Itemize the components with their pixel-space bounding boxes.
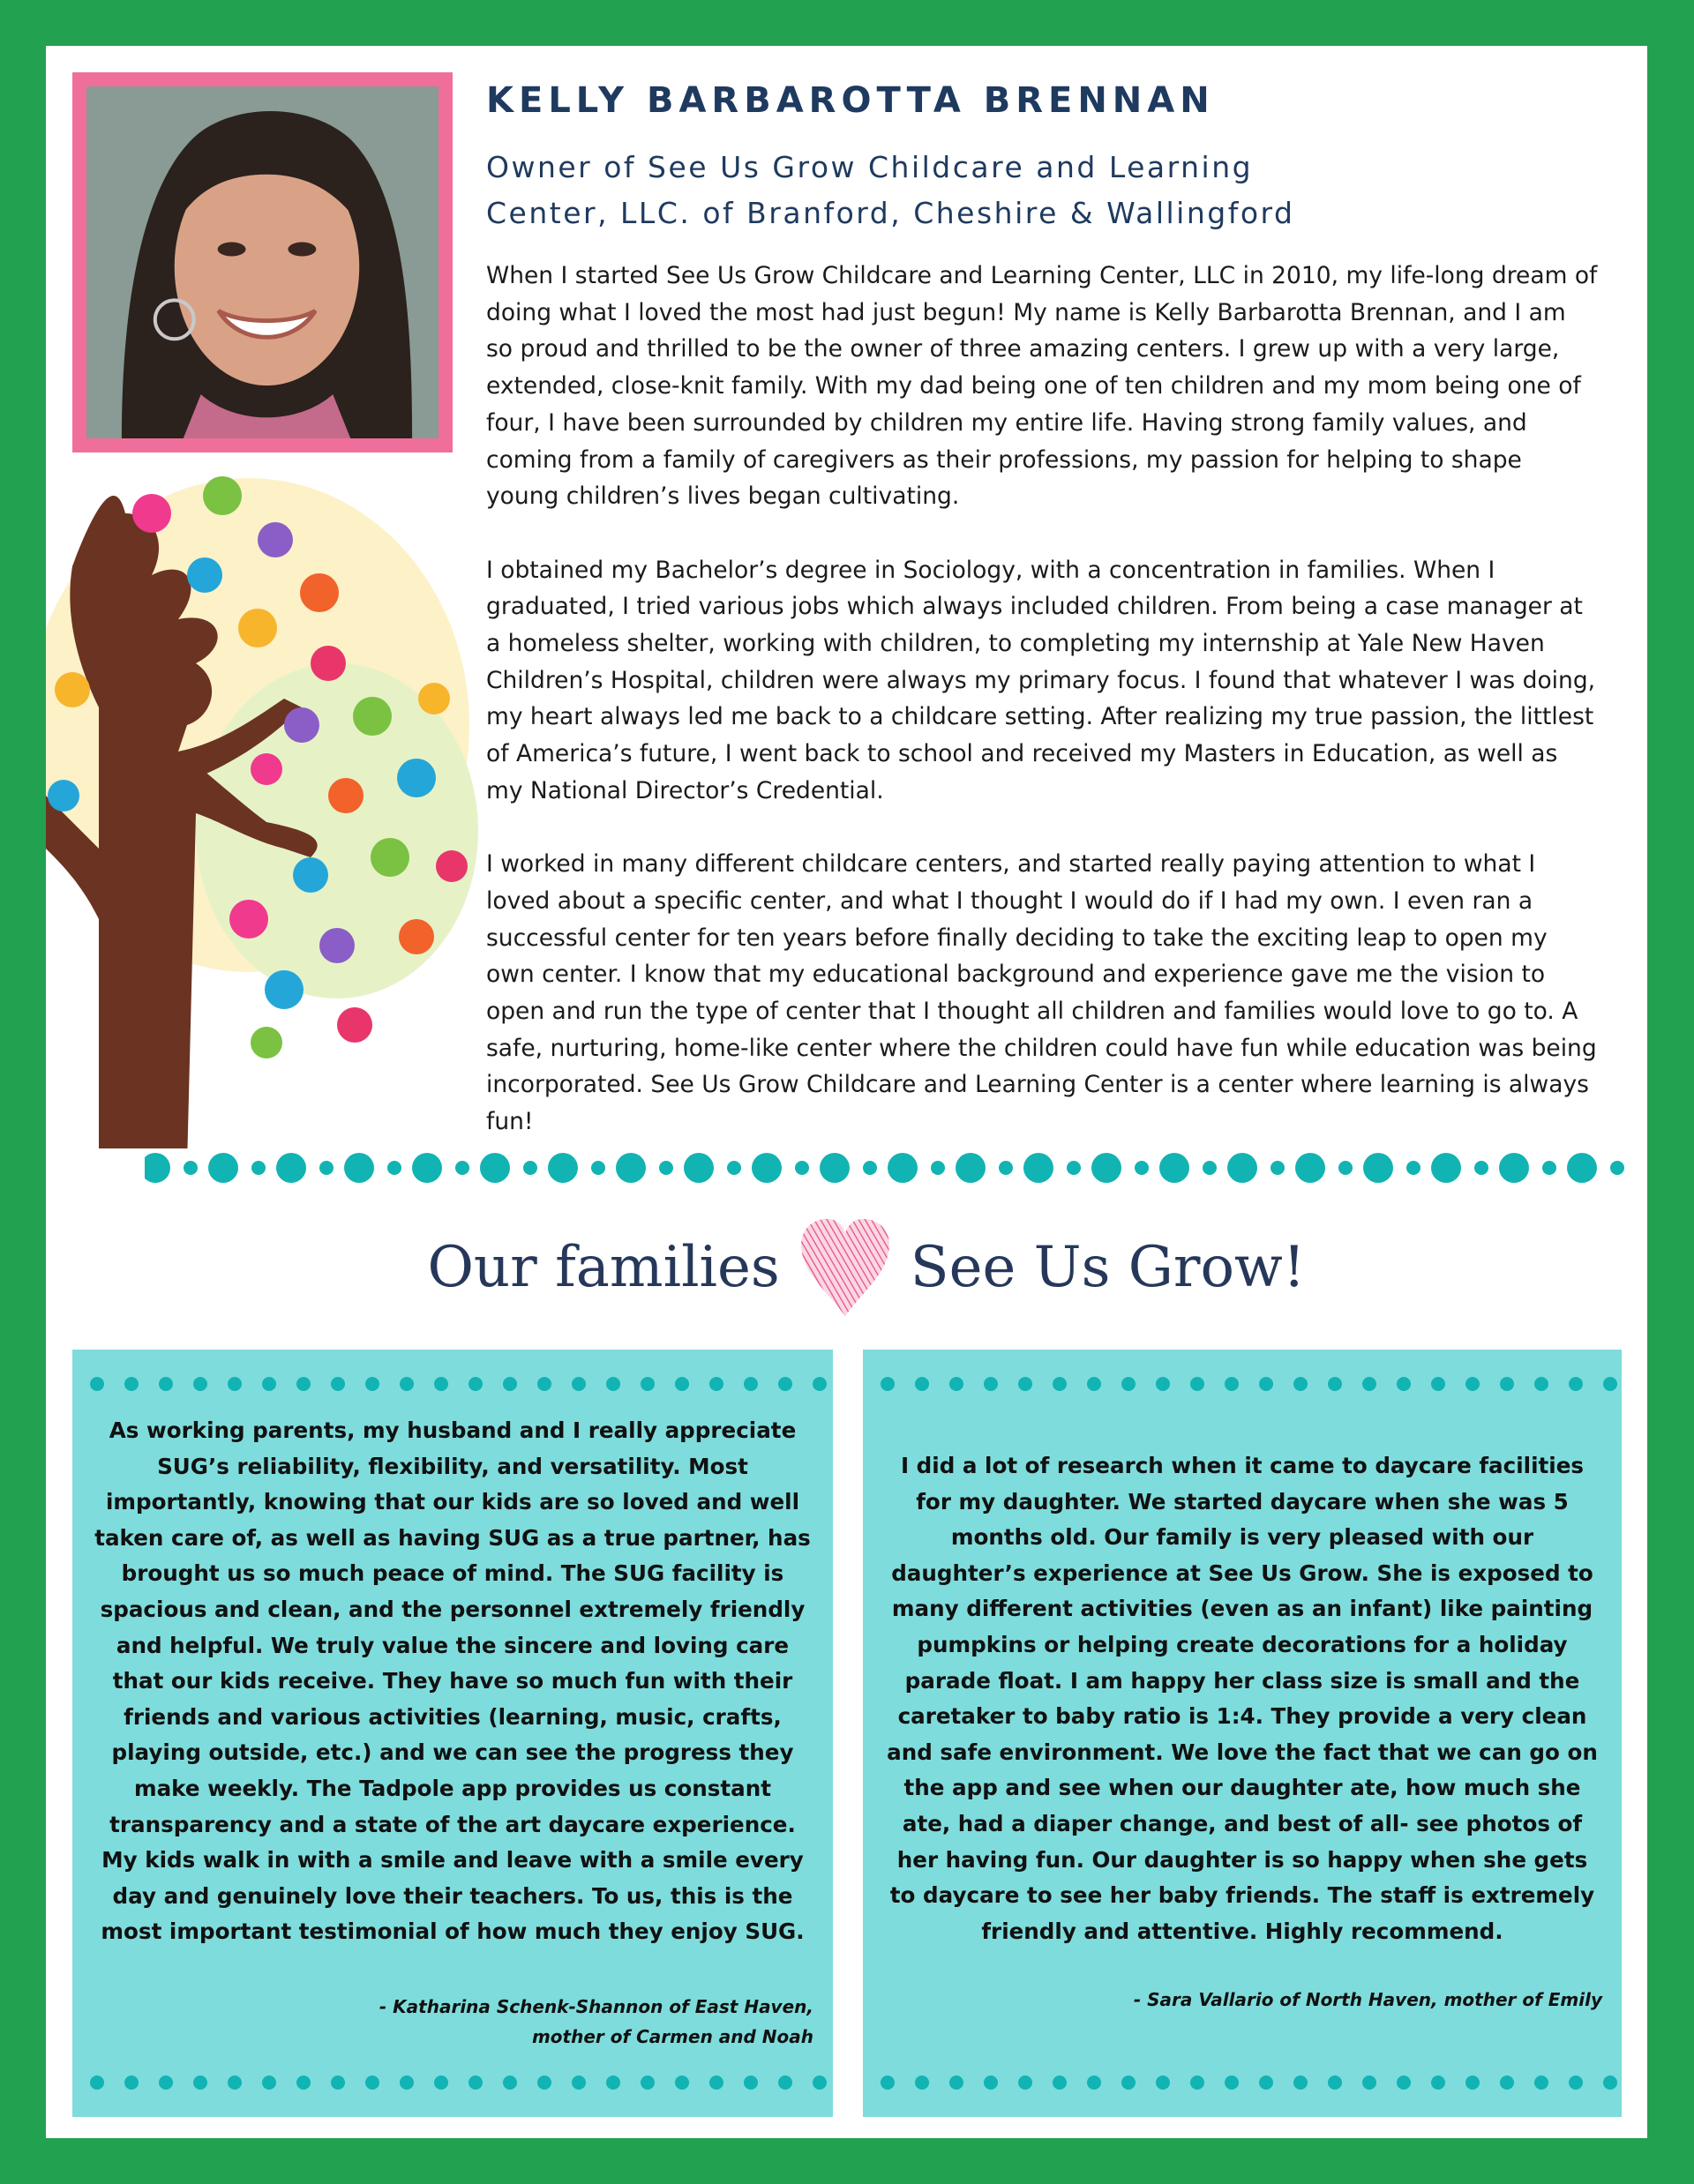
divider-dot bbox=[888, 1153, 918, 1183]
card-dot bbox=[193, 1377, 207, 1391]
card-dot bbox=[503, 1377, 517, 1391]
card-dot bbox=[228, 2076, 242, 2090]
card-dot bbox=[193, 2076, 207, 2090]
card-dot bbox=[228, 1377, 242, 1391]
card-dot bbox=[1362, 1377, 1376, 1391]
card-dot bbox=[159, 2076, 173, 2090]
card-dot bbox=[675, 1377, 689, 1391]
card-dot bbox=[1431, 2076, 1445, 2090]
card-dot bbox=[949, 1377, 963, 1391]
portrait-frame bbox=[72, 72, 453, 453]
divider-dot bbox=[1567, 1153, 1597, 1183]
card-dot bbox=[1121, 1377, 1136, 1391]
card-dot bbox=[1328, 2076, 1342, 2090]
divider-dot bbox=[1431, 1153, 1461, 1183]
card-dot bbox=[606, 2076, 620, 2090]
divider-dot bbox=[344, 1153, 374, 1183]
card-dot bbox=[1087, 1377, 1101, 1391]
divider-dot bbox=[659, 1161, 673, 1175]
divider-dot bbox=[591, 1161, 605, 1175]
card-dot bbox=[1328, 1377, 1342, 1391]
card-dot bbox=[881, 1377, 895, 1391]
divider-dot bbox=[1159, 1153, 1189, 1183]
handprint-tree-illustration bbox=[46, 460, 487, 1148]
card-dot bbox=[915, 2076, 929, 2090]
divider-dot bbox=[616, 1153, 646, 1183]
divider-dot bbox=[1474, 1161, 1488, 1175]
card-dot bbox=[537, 2076, 551, 2090]
card-dot bbox=[1225, 1377, 1239, 1391]
card-dot bbox=[675, 2076, 689, 2090]
card-dot bbox=[984, 2076, 998, 2090]
testimonial-card bbox=[863, 1350, 1622, 2117]
divider-dot bbox=[752, 1153, 782, 1183]
flyer-page bbox=[46, 46, 1647, 2138]
card-dot bbox=[709, 2076, 723, 2090]
dotted-divider bbox=[145, 1146, 1627, 1190]
testimonial-text: As working parents, my husband and I really appreciate SUG’s reliability, flexibility, and versatility. Most importantly, knowing that our kids are so loved and well taken care of, as well as having SUG as a true partner, has brought us so much peace of mind. The SUG facility is spacious and clean, and the personnel extremely friendly and helpful. We truly value the sincere and loving care that our kids receive. They have so much fun with their friends and various activities (learning, music, crafts, playing outside, etc.) and we can see the progress they make weekly. The Tadpole app provides us constant transparency and a state of the art daycare experience. My kids walk in with a smile and leave with a smile every day and genuinely love their teachers. To us, this is the most important testimonial of how much they enjoy SUG. bbox=[94, 1417, 811, 1945]
card-dot bbox=[1190, 2076, 1204, 2090]
card-dot bbox=[641, 1377, 655, 1391]
card-dot bbox=[813, 2076, 827, 2090]
divider-dot bbox=[1067, 1161, 1081, 1175]
divider-dot bbox=[1542, 1161, 1556, 1175]
attribution-line: mother of Carmen and Noah bbox=[531, 2026, 813, 2047]
divider-dot bbox=[931, 1161, 945, 1175]
card-dot bbox=[296, 1377, 311, 1391]
card-dot bbox=[1397, 1377, 1411, 1391]
card-dot bbox=[296, 2076, 311, 2090]
card-dot bbox=[709, 1377, 723, 1391]
card-dot bbox=[1190, 1377, 1204, 1391]
card-dot bbox=[434, 2076, 448, 2090]
card-dot bbox=[1087, 2076, 1101, 2090]
card-dot bbox=[262, 2076, 276, 2090]
card-dot bbox=[1431, 1377, 1445, 1391]
divider-dot bbox=[1203, 1161, 1217, 1175]
card-dot bbox=[124, 2076, 139, 2090]
divider-dot bbox=[523, 1161, 537, 1175]
divider-dot bbox=[1270, 1161, 1285, 1175]
card-dot bbox=[949, 2076, 963, 2090]
card-dot bbox=[606, 1377, 620, 1391]
divider-dot bbox=[727, 1161, 741, 1175]
owner-title-line-1: Owner of See Us Grow Childcare and Learning bbox=[486, 150, 1254, 184]
divider-dot bbox=[956, 1153, 986, 1183]
card-dots-bottom bbox=[72, 2069, 833, 2096]
card-dot bbox=[1534, 2076, 1548, 2090]
bio-paragraph: When I started See Us Grow Childcare and Learning Center, LLC in 2010, my life-long dream of doing what I loved the most had just begun! My name is Kelly Barbarotta Brennan, and I am so proud and thrilled to be the owner of three amazing centers. I grew up with a very large, extended, close-knit family. With my dad being one of ten children and my mom being one of four, I have been surrounded by children my entire life. Having strong family values, and coming from a family of caregivers as their professions, my passion for helping to shape young children’s lives began cultivating. bbox=[486, 262, 1598, 511]
bio-text bbox=[486, 258, 1598, 1178]
bio-paragraph: I obtained my Bachelor’s degree in Sociology, with a concentration in families. When I graduated, I tried various jobs which always included children. From being a case manager at a homeless shelter, working with children, to completing my internship at Yale New Haven Children’s Hospital, children were always my primary focus. I found that whatever I was doing, my heart always led me back to a childcare setting. After realizing my true passion, the littlest of America’s future, I went back to school and received my Masters in Education, as well as my National Director’s Credential. bbox=[486, 556, 1596, 804]
owner-title-line-2: Center, LLC. of Branford, Cheshire & Wallingford bbox=[486, 196, 1295, 230]
card-dot bbox=[915, 1377, 929, 1391]
families-heading-left: Our families bbox=[427, 1235, 780, 1300]
card-dot bbox=[1500, 1377, 1514, 1391]
card-dots-top bbox=[72, 1371, 833, 1397]
card-dot bbox=[468, 2076, 483, 2090]
card-dot bbox=[159, 1377, 173, 1391]
bio-paragraph: I worked in many different childcare centers, and started really paying attention to what I loved about a specific center, and what I thought I would do if I had my own. I even ran a successful center for ten years before finally deciding to take the exciting leap to open my own center. I know that my educational background and experience gave me the vision to open and run the type of center that I thought all children and families would love to go to. A safe, nurturing, home-like center where the children could have fun while education was being incorporated. See Us Grow Childcare and Learning Center is a center where learning is always fun! bbox=[486, 850, 1597, 1136]
card-dot bbox=[1121, 2076, 1136, 2090]
card-dot bbox=[1465, 2076, 1480, 2090]
card-dot bbox=[744, 1377, 758, 1391]
divider-dot bbox=[276, 1153, 306, 1183]
card-dot bbox=[1603, 2076, 1617, 2090]
owner-name: KELLY BARBAROTTA BRENNAN bbox=[486, 80, 1215, 121]
divider-dot bbox=[863, 1161, 877, 1175]
divider-dot bbox=[1338, 1161, 1353, 1175]
divider-dot bbox=[795, 1161, 809, 1175]
card-dot bbox=[1018, 2076, 1032, 2090]
card-dot bbox=[90, 1377, 104, 1391]
divider-dot bbox=[251, 1161, 266, 1175]
divider-dot bbox=[184, 1161, 198, 1175]
card-dot bbox=[1259, 1377, 1273, 1391]
divider-dot bbox=[412, 1153, 442, 1183]
card-dot bbox=[1362, 2076, 1376, 2090]
families-heading bbox=[425, 1210, 1308, 1325]
card-dot bbox=[1569, 2076, 1583, 2090]
attribution-line: - Sara Vallario of North Haven, mother of Emily bbox=[1133, 1989, 1602, 2010]
divider-dot bbox=[208, 1153, 238, 1183]
card-dot bbox=[1053, 2076, 1067, 2090]
divider-dot bbox=[1406, 1161, 1420, 1175]
card-dot bbox=[90, 2076, 104, 2090]
divider-dot bbox=[1135, 1161, 1149, 1175]
divider-dot bbox=[1363, 1153, 1393, 1183]
divider-dot bbox=[548, 1153, 578, 1183]
card-dot bbox=[1225, 2076, 1239, 2090]
divider-dot bbox=[820, 1153, 850, 1183]
divider-dot bbox=[1023, 1153, 1053, 1183]
testimonial-card bbox=[72, 1350, 833, 2117]
divider-dot bbox=[145, 1153, 170, 1183]
divider-dot bbox=[387, 1161, 401, 1175]
card-dot bbox=[262, 1377, 276, 1391]
divider-dot bbox=[1295, 1153, 1325, 1183]
card-dot bbox=[503, 2076, 517, 2090]
card-dot bbox=[572, 1377, 586, 1391]
testimonial-attribution bbox=[1134, 1985, 1602, 2015]
families-heading-right: See Us Grow! bbox=[910, 1235, 1306, 1300]
card-dot bbox=[1534, 1377, 1548, 1391]
card-dot bbox=[1156, 2076, 1170, 2090]
divider-dot bbox=[1610, 1161, 1624, 1175]
testimonial-attribution bbox=[379, 1992, 813, 2052]
card-dots-bottom bbox=[863, 2069, 1622, 2096]
attribution-line: - Katharina Schenk-Shannon of East Haven, bbox=[379, 1996, 813, 2017]
card-dot bbox=[400, 1377, 414, 1391]
card-dot bbox=[1156, 1377, 1170, 1391]
heart-icon bbox=[799, 1215, 891, 1320]
card-dot bbox=[331, 2076, 345, 2090]
card-dot bbox=[1569, 1377, 1583, 1391]
card-dots-top bbox=[863, 1371, 1622, 1397]
divider-dot bbox=[480, 1153, 510, 1183]
card-dot bbox=[1293, 1377, 1308, 1391]
card-dot bbox=[984, 1377, 998, 1391]
card-dot bbox=[641, 2076, 655, 2090]
card-dot bbox=[1293, 2076, 1308, 2090]
card-dot bbox=[572, 2076, 586, 2090]
card-dot bbox=[1397, 2076, 1411, 2090]
divider-dot bbox=[1091, 1153, 1121, 1183]
card-dot bbox=[1053, 1377, 1067, 1391]
testimonial-text: I did a lot of research when it came to daycare facilities for my daughter. We started daycare when she was 5 months old. Our family is very pleased with our daughter’s experience at See Us Grow. She is exposed to many different activities (even as an infant) like painting pumpkins or helping create decorations for a holiday parade float. I am happy her class size is small and the caretaker to baby ratio is 1:4. They provide a very clean and safe environment. We love the fact that we can go on the app and see when our daughter ate, how much she ate, had a diaper change, and best of all- see photos of her having fun. Our daughter is so happy when she gets to daycare to see her baby friends. The staff is extremely friendly and attentive. Highly recommend. bbox=[887, 1453, 1598, 1944]
card-dot bbox=[331, 1377, 345, 1391]
divider-dot bbox=[999, 1161, 1013, 1175]
divider-dot bbox=[684, 1153, 714, 1183]
card-dot bbox=[881, 2076, 895, 2090]
card-dot bbox=[1465, 1377, 1480, 1391]
card-dot bbox=[1259, 2076, 1273, 2090]
card-dot bbox=[1018, 1377, 1032, 1391]
card-dot bbox=[365, 2076, 379, 2090]
divider-dot bbox=[1499, 1153, 1529, 1183]
card-dot bbox=[365, 1377, 379, 1391]
card-dot bbox=[744, 2076, 758, 2090]
card-dot bbox=[778, 1377, 792, 1391]
card-dot bbox=[400, 2076, 414, 2090]
card-dot bbox=[778, 2076, 792, 2090]
card-dot bbox=[124, 1377, 139, 1391]
divider-dot bbox=[319, 1161, 334, 1175]
card-dot bbox=[1603, 1377, 1617, 1391]
card-dot bbox=[813, 1377, 827, 1391]
card-dot bbox=[434, 1377, 448, 1391]
card-dot bbox=[537, 1377, 551, 1391]
portrait-photo bbox=[86, 86, 438, 438]
divider-dot bbox=[455, 1161, 469, 1175]
divider-dot bbox=[1227, 1153, 1257, 1183]
owner-title bbox=[486, 145, 1545, 236]
card-dot bbox=[1500, 2076, 1514, 2090]
card-dot bbox=[468, 1377, 483, 1391]
